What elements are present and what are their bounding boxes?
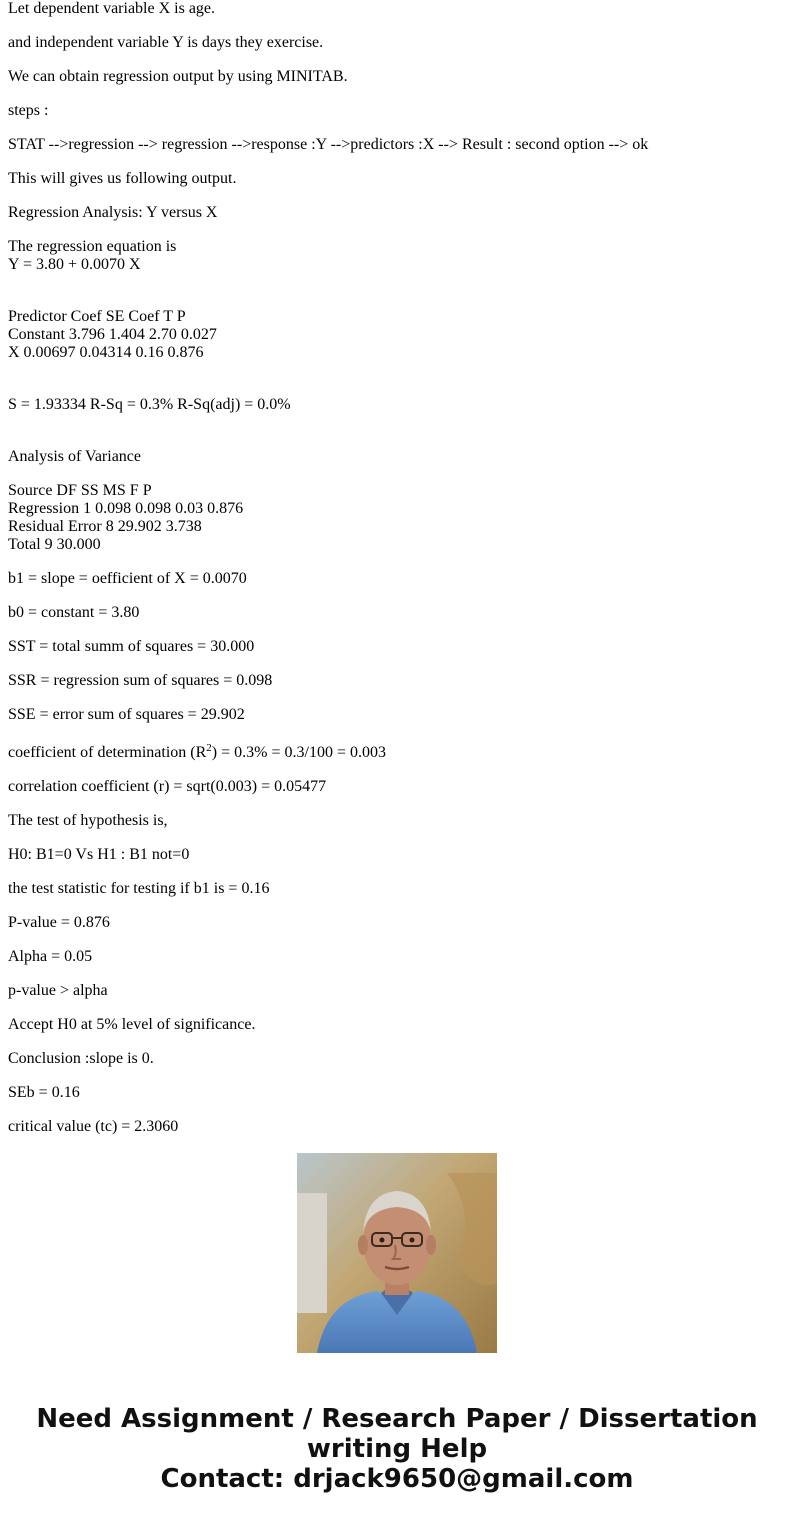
answer-line: H0: B1=0 Vs H1 : B1 not=0 <box>8 846 190 863</box>
promo-banner <box>0 1404 794 1494</box>
answer-line: S = 1.93334 R-Sq = 0.3% R-Sq(adj) = 0.0% <box>8 396 291 413</box>
promo-line: writing Help <box>306 1434 488 1464</box>
avatar-illustration <box>297 1153 497 1353</box>
answer-line: and independent variable Y is days they exercise. <box>8 34 324 51</box>
answer-line: Regression Analysis: Y versus X <box>8 204 218 221</box>
answer-line: Accept H0 at 5% level of significance. <box>8 1016 256 1033</box>
answer-line: Analysis of Variance <box>8 448 141 465</box>
answer-line: steps : <box>8 102 49 119</box>
superscript-2: 2 <box>206 742 212 754</box>
answer-line: SEb = 0.16 <box>8 1084 80 1101</box>
answer-line: Alpha = 0.05 <box>8 948 93 965</box>
answer-line: We can obtain regression output by using MINITAB. <box>8 68 348 85</box>
answer-line: Residual Error 8 29.902 3.738 <box>8 518 202 535</box>
answer-line: This will gives us following output. <box>8 170 237 187</box>
answer-line: Constant 3.796 1.404 2.70 0.027 <box>8 326 217 343</box>
answer-line: Predictor Coef SE Coef T P <box>8 308 186 325</box>
answer-line: the test statistic for testing if b1 is = 0.16 <box>8 880 270 897</box>
regression-equation-block <box>8 238 786 274</box>
tutor-portrait-photo <box>297 1153 497 1353</box>
answer-line: p-value > alpha <box>8 982 108 999</box>
promo-contact: Contact: drjack9650@gmail.com <box>160 1464 634 1494</box>
answer-line: Source DF SS MS F P <box>8 482 152 499</box>
predictor-table <box>8 308 786 362</box>
r-squared-suffix: ) = 0.3% = 0.3/100 = 0.003 <box>211 744 386 761</box>
r-squared-prefix: coefficient of determination (R <box>8 744 207 761</box>
answer-line: Y = 3.80 + 0.0070 X <box>8 256 141 273</box>
answer-line: b1 = slope = oefficient of X = 0.0070 <box>8 570 247 587</box>
answer-line: critical value (tc) = 2.3060 <box>8 1118 179 1135</box>
answer-line: Let dependent variable X is age. <box>8 0 216 17</box>
answer-line: STAT -->regression --> regression -->response :Y -->predictors :X --> Result : second option --> ok <box>8 136 649 153</box>
anova-table <box>8 482 786 554</box>
promo-line: Need Assignment / Research Paper / Dissertation <box>36 1404 758 1434</box>
answer-line: P-value = 0.876 <box>8 914 110 931</box>
answer-line: The regression equation is <box>8 238 177 255</box>
answer-line: SSE = error sum of squares = 29.902 <box>8 706 245 723</box>
answer-line: Regression 1 0.098 0.098 0.03 0.876 <box>8 500 244 517</box>
answer-line-r-squared <box>8 744 786 762</box>
answer-line: SST = total summ of squares = 30.000 <box>8 638 255 655</box>
answer-line: SSR = regression sum of squares = 0.098 <box>8 672 273 689</box>
answer-line: Total 9 30.000 <box>8 536 101 553</box>
answer-line: X 0.00697 0.04314 0.16 0.876 <box>8 344 204 361</box>
answer-line: The test of hypothesis is, <box>8 812 168 829</box>
answer-content <box>8 0 786 1152</box>
answer-line: correlation coefficient (r) = sqrt(0.003) = 0.05477 <box>8 778 327 795</box>
answer-line: Conclusion :slope is 0. <box>8 1050 154 1067</box>
answer-line: b0 = constant = 3.80 <box>8 604 140 621</box>
